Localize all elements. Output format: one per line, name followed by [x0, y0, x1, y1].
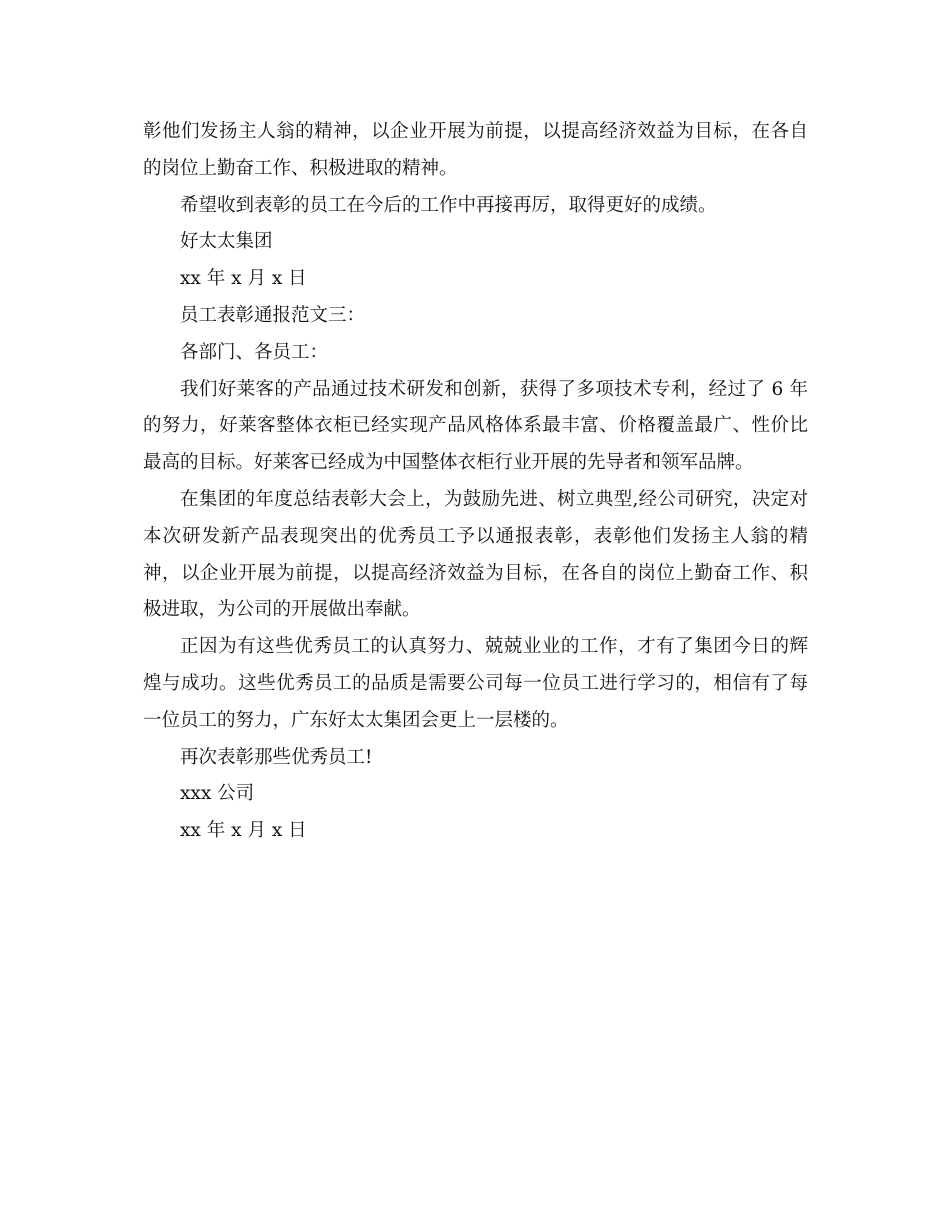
section-heading: 员工表彰通报范文三： [180, 304, 366, 326]
document-body [143, 114, 808, 850]
paragraph-hope: 希望收到表彰的员工在今后的工作中再接再厉，取得更好的成绩。 [180, 194, 717, 216]
paragraph-continuation: 彰他们发扬主人翁的精神，以企业开展为前提，以提高经济效益为目标，在各自的岗位上勤奋工作、积极进取的精神。 [143, 121, 808, 179]
signature-company: 好太太集团 [180, 231, 273, 253]
paragraph-commendation: 在集团的年度总结表彰大会上，为鼓励先进、树立典型,经公司研究，决定对本次研发新产品表现突出的优秀员工予以通报表彰，表彰他们发扬主人翁的精神，以企业开展为前提，以提高经济效益为目标，在各自的岗位上勤奋工作、积极进取，为公司的开展做出奉献。 [143, 488, 808, 621]
signature-date: xx 年 x 月 x 日 [180, 268, 307, 290]
salutation: 各部门、各员工： [180, 341, 329, 363]
paragraph-intro: 我们好莱客的产品通过技术研发和创新，获得了多项技术专利，经过了 6 年的努力，好莱客整体衣柜已经实现产品风格体系最丰富、价格覆盖最广、性价比最高的目标。好莱客已经成为中国整体衣柜行业开展的先导者和领军品牌。 [143, 378, 808, 474]
closing-line: 再次表彰那些优秀员工! [180, 746, 373, 768]
paragraph-praise: 正因为有这些优秀员工的认真努力、兢兢业业的工作，才有了集团今日的辉煌与成功。这些优秀员工的品质是需要公司每一位员工进行学习的，相信有了每一位员工的努力，广东好太太集团会更上一层楼的。 [143, 636, 808, 731]
signature-date-2: xx 年 x 月 x 日 [180, 820, 307, 842]
signature-company-2: xxx 公司 [180, 783, 255, 805]
